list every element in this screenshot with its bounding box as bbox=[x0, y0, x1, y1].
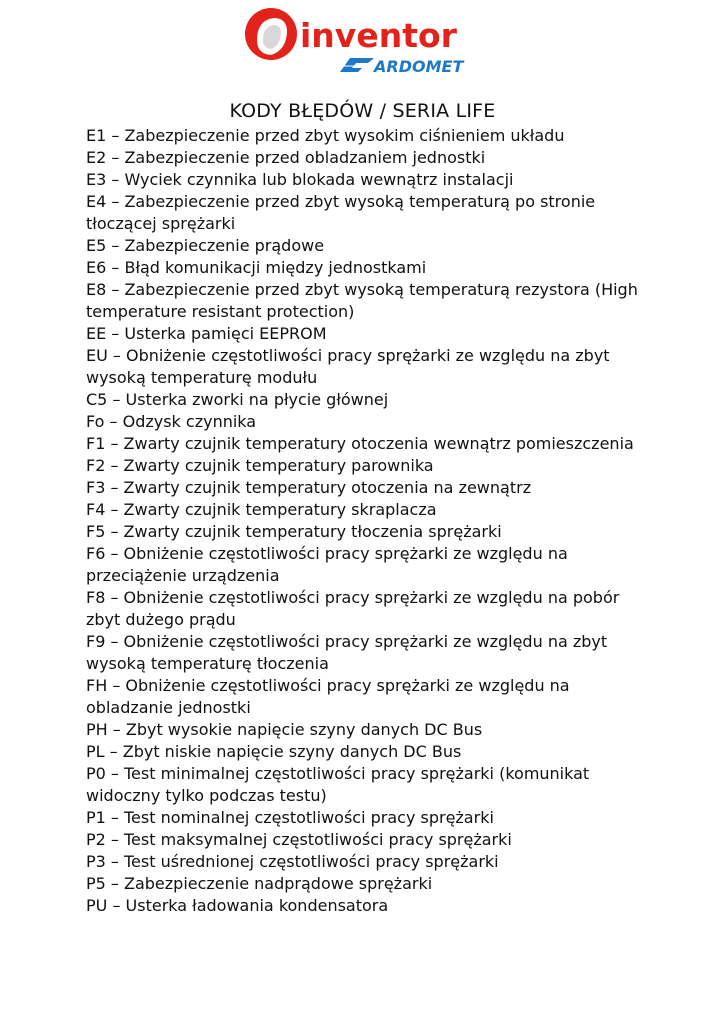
error-code-item: E4 – Zabezpieczenie przed zbyt wysoką temperaturą po stronie tłoczącej sprężarki bbox=[86, 192, 596, 233]
error-code-item: E6 – Błąd komunikacji między jednostkami bbox=[86, 258, 427, 277]
error-code-item: F6 – Obniżenie częstotliwości pracy sprężarki ze względu na przeciążenie urządzenia bbox=[86, 544, 568, 585]
error-code-item: Fo – Odzysk czynnika bbox=[86, 412, 257, 431]
error-code-item: F2 – Zwarty czujnik temperatury parownika bbox=[86, 456, 434, 475]
error-code-item: PU – Usterka ładowania kondensatora bbox=[86, 896, 389, 915]
logo-graphic bbox=[244, 6, 484, 78]
error-code-item: C5 – Usterka zworki na płycie głównej bbox=[86, 390, 389, 409]
error-code-item: EU – Obniżenie częstotliwości pracy sprężarki ze względu na zbyt wysoką temperaturę modułu bbox=[86, 346, 610, 387]
page-title: KODY BŁĘDÓW / SERIA LIFE bbox=[229, 100, 496, 122]
inventor-ardomet-logo bbox=[244, 6, 484, 78]
error-code-item: PL – Zbyt niskie napięcie szyny danych DC Bus bbox=[86, 742, 462, 761]
inventor-emblem-icon bbox=[245, 8, 297, 60]
error-code-item: P5 – Zabezpieczenie nadprądowe sprężarki bbox=[86, 874, 433, 893]
error-code-item: P2 – Test maksymalnej częstotliwości pracy sprężarki bbox=[86, 830, 512, 849]
error-code-item: FH – Obniżenie częstotliwości pracy sprężarki ze względu na obladzanie jednostki bbox=[86, 676, 570, 717]
error-code-item: EE – Usterka pamięci EEPROM bbox=[86, 324, 327, 343]
error-code-item: F8 – Obniżenie częstotliwości pracy sprężarki ze względu na pobór zbyt dużego prądu bbox=[86, 588, 620, 629]
error-code-item: P3 – Test uśrednionej częstotliwości pracy sprężarki bbox=[86, 852, 499, 871]
error-code-item: E2 – Zabezpieczenie przed obladzaniem jednostki bbox=[86, 148, 486, 167]
error-code-item: F1 – Zwarty czujnik temperatury otoczenia wewnątrz pomieszczenia bbox=[86, 434, 634, 453]
brand-wordmark: inventor bbox=[300, 16, 457, 55]
error-code-item: E3 – Wyciek czynnika lub blokada wewnątrz instalacji bbox=[86, 170, 514, 189]
error-code-item: P1 – Test nominalnej częstotliwości pracy sprężarki bbox=[86, 808, 494, 827]
error-code-item: F9 – Obniżenie częstotliwości pracy sprężarki ze względu na zbyt wysoką temperaturę tłoczenia bbox=[86, 632, 608, 673]
error-code-item: P0 – Test minimalnej częstotliwości pracy sprężarki (komunikat widoczny tylko podczas testu) bbox=[86, 764, 590, 805]
error-code-item: E5 – Zabezpieczenie prądowe bbox=[86, 236, 325, 255]
error-code-item: F5 – Zwarty czujnik temperatury tłoczenia sprężarki bbox=[86, 522, 502, 541]
error-code-item: F4 – Zwarty czujnik temperatury skraplacza bbox=[86, 500, 437, 519]
error-code-item: E8 – Zabezpieczenie przed zbyt wysoką temperaturą rezystora (High temperature resistant protection) bbox=[86, 280, 638, 321]
error-code-item: F3 – Zwarty czujnik temperatury otoczenia na zewnątrz bbox=[86, 478, 532, 497]
sub-brand-wordmark: ARDOMET bbox=[374, 57, 464, 76]
error-code-item: E1 – Zabezpieczenie przed zbyt wysokim ciśnieniem układu bbox=[86, 126, 565, 145]
error-code-item: PH – Zbyt wysokie napięcie szyny danych DC Bus bbox=[86, 720, 483, 739]
ardomet-wing-icon bbox=[340, 58, 374, 72]
error-codes-list bbox=[86, 125, 656, 917]
